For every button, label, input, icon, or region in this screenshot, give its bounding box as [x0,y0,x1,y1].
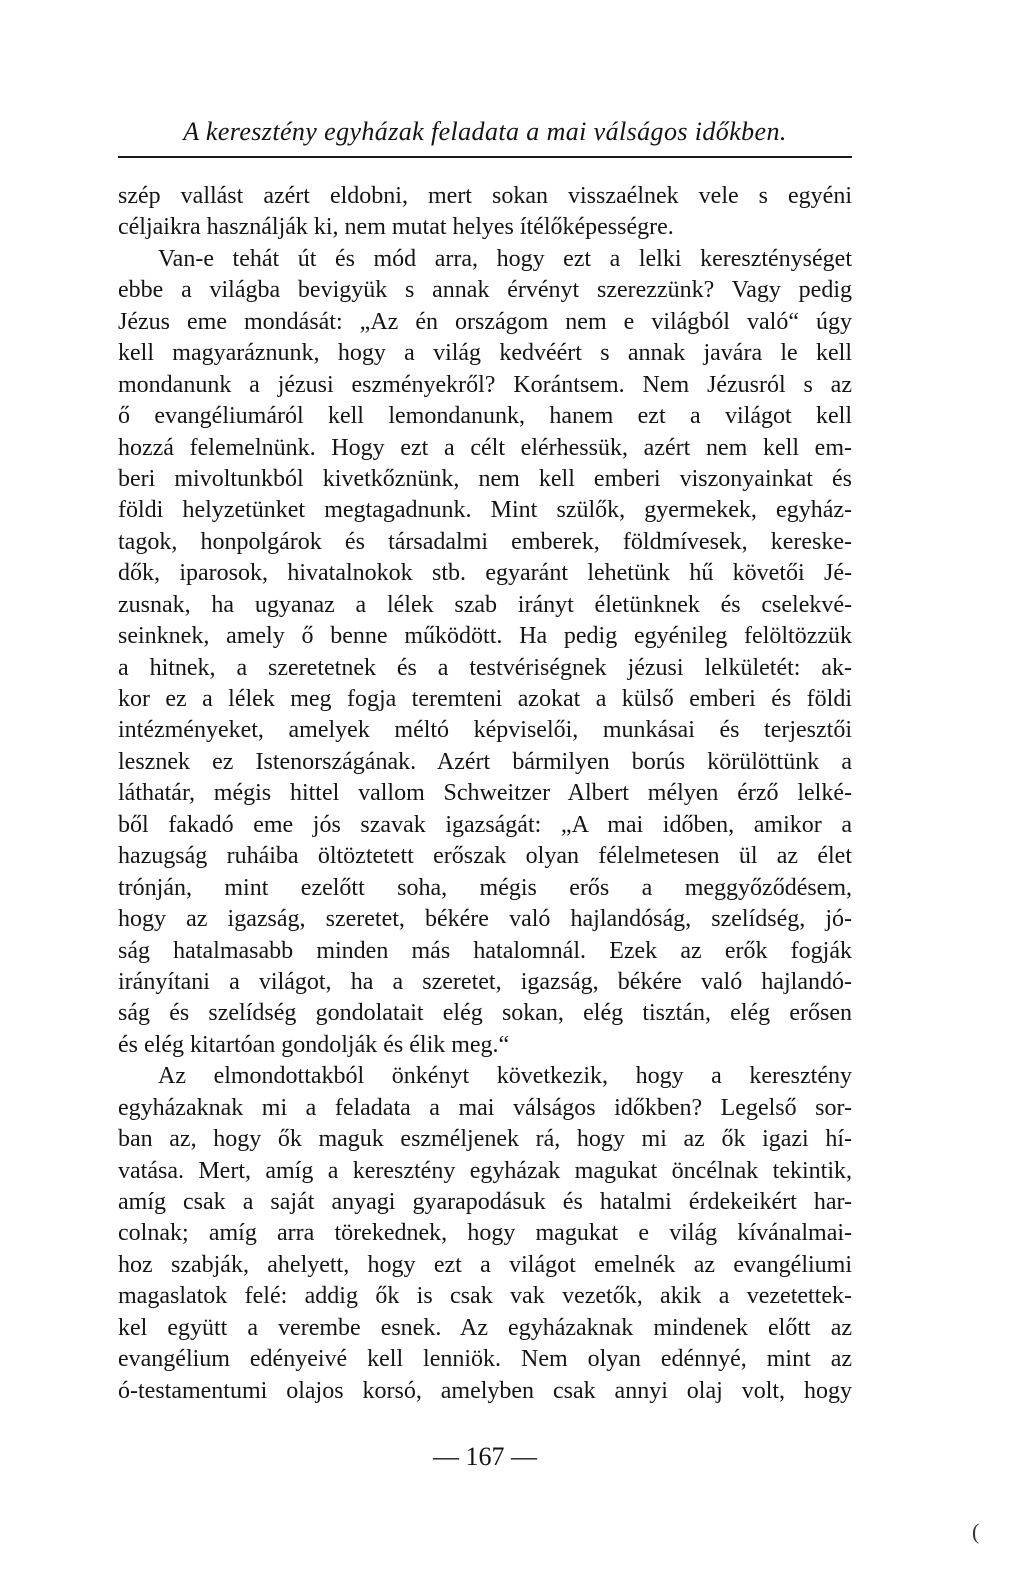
text-line: kor ez a lélek meg fogja teremteni azokat a külső emberi és földi [118,686,852,712]
text-line: lesznek ez Istenországának. Azért bármilyen borús körülöttünk a [118,748,852,775]
text-line: láthatár, mégis hittel vallom Schweitzer Albert mélyen érző lelké- [118,780,852,807]
text-line: ó-testamentumi olajos korsó, amelyben csak annyi olaj volt, hogy [118,1377,852,1404]
text-line: tagok, honpolgárok és társadalmi emberek, földmívesek, kereske- [118,528,852,555]
text-line: egyházaknak mi a feladata a mai válságos időkben? Legelső sor- [118,1094,852,1121]
text-line: ság és szelídség gondolatait elég sokan, elég tisztán, elég erősen [118,1000,852,1027]
text-line: colnak; amíg arra törekednek, hogy magukat e világ kívánalmai- [118,1220,852,1247]
text-line: amíg csak a saját anyagi gyarapodásuk és hatalmi érdekeikért har- [118,1189,852,1215]
text-line: kell magyaráznunk, hogy a világ kedvéért s annak javára le kell [118,340,852,367]
text-line: szép vallást azért eldobni, mert sokan visszaélnek vele s egyéni [118,183,852,209]
text-line: Az elmondottakból önkényt következik, hogy a keresztény [158,1063,852,1090]
page-body [118,181,852,1407]
text-line: magaslatok felé: addig ők is csak vak vezetők, akik a vezetettek- [118,1283,852,1310]
text-line: dők, iparosok, hivatalnokok stb. egyaránt lehetünk hű követői Jé- [118,560,852,587]
text-line: céljaikra használják ki, nem mutat helyes ítélőképességre. [118,214,674,241]
text-line: vatása. Mert, amíg a keresztény egyházak magukat öncélnak tekintik, [118,1157,852,1184]
text-line: ban az, hogy ők maguk eszméljenek rá, hogy mi az ők igazi hí- [118,1126,852,1153]
text-line: hogy az igazság, szeretet, békére való hajlandóság, szelídség, jó- [118,906,852,933]
text-line: ság hatalmasabb minden más hatalomnál. Ezek az erők fogják [118,937,852,964]
text-line: ő evangéliumáról kell lemondanunk, hanem ezt a világot kell [118,403,852,430]
text-line: ből fakadó eme jós szavak igazságát: „A mai időben, amikor a [118,811,852,838]
text-line: zusnak, ha ugyanaz a lélek szab irányt életünknek és cselekvé- [118,591,852,618]
text-line: irányítani a világot, ha a szeretet, igazság, békére való hajlandó- [118,968,852,995]
text-line: Jézus eme mondását: „Az én országom nem e világból való“ úgy [118,308,852,335]
text-line: hazugság ruháiba öltöztetett erőszak olyan félelmetesen ül az élet [118,843,852,870]
text-line: ebbe a világba bevigyük s annak érvényt szerezzünk? Vagy pedig [118,277,852,304]
header-rule [118,156,852,158]
text-line: evangélium edényeivé kell lenniök. Nem olyan edénnyé, mint az [118,1346,852,1373]
text-line: és elég kitartóan gondolják és élik meg.“ [118,1031,510,1058]
text-line: intézményeket, amelyek méltó képviselői, munkásai és terjesztői [118,717,852,744]
text-line: mondanunk a jézusi eszményekről? Korántsem. Nem Jézusról s az [118,371,852,398]
text-line: Van-e tehát út és mód arra, hogy ezt a lelki kereszténységet [158,245,852,272]
text-line: földi helyzetünket megtagadnunk. Mint szülők, gyermekek, egyház- [118,497,852,524]
edge-mark: ( [972,1519,980,1544]
text-line: beri mivoltunkból kivetkőznünk, nem kell emberi viszonyainkat és [118,465,852,492]
text-line: seinknek, amely ő benne működött. Ha pedig egyénileg felöltözzük [118,623,852,650]
text-line: a hitnek, a szeretetnek és a testvériségnek jézusi lelkületét: ak- [118,654,852,681]
text-line: kel együtt a verembe esnek. Az egyházaknak mindenek előtt az [118,1314,852,1341]
text-line: hozzá felemelnünk. Hogy ezt a célt elérhessük, azért nem kell em- [118,434,852,461]
text-line: hoz szabják, ahelyett, hogy ezt a világot emelnék az evangéliumi [118,1251,852,1278]
running-header: A keresztény egyházak feladata a mai válságos időkben. [183,117,787,146]
page-number: — 167 — [433,1442,537,1471]
text-line: trónján, mint ezelőtt soha, mégis erős a meggyőződésem, [118,874,852,901]
